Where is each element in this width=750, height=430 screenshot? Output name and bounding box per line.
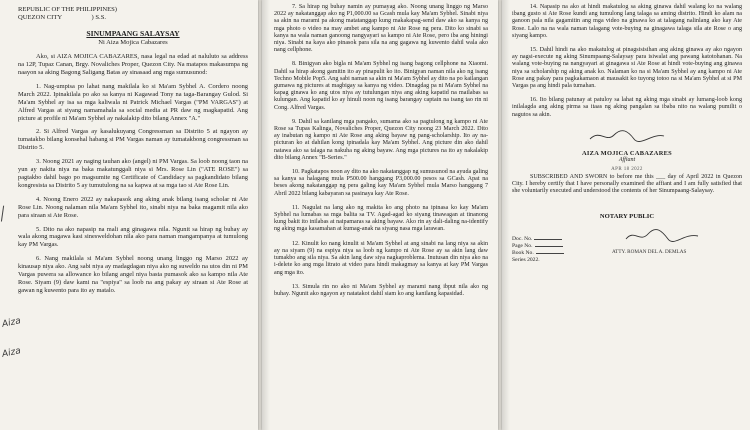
paragraph-11: 11. Nagulat na lang ako ng makita ko ang photo na ipinasa ko kay Ma'am Sybhel na lumabas sa mga balita sa TV. Agad-agad ko siyang tinawagan at tinanong kung bakit ito inilabas at naipamaras sa aking bayaw. Ako rin ay dali-daling na-identify ng aking mga kasamahan at kumag-anak na siyang nasa mga larawan. (274, 204, 488, 233)
document-page-3 (502, 0, 750, 430)
affiant-signature-icon (582, 127, 672, 145)
header-city: QUEZON CITY (18, 13, 62, 21)
document-title: SINUMPAANG SALAYSAY (86, 29, 180, 39)
paragraph-8: 8. Binigyan ako bigla ni Ma'am Sybhel ng isang bagong cellphone na Xiaomi. Dahil sa hirap akong gamitin ito ay pinapulit ko ito. Binigyan naman nila ako ng isang Techno Mobile Pop5. Ang sabi naman sa akin ni Ma'am Sybhel ay dito na po kailangan gumawa ng pictures at magbigay sa kanya ng video. Dinagdag pa ni Ma'am Sybhel na kapag ginawa ko ang utos niya ay tutulungan niya ang aking kapatid na mailabas sa kulungan. Ang kapatid ko ay hinuli noon ng isang barangay captain na isang tao rin ni Cong. Alfred Vargas. (274, 61, 488, 111)
paragraph-15: 15. Dahil hindi na ako makatulog at pinagsisisihan ang aking ginawa ay ako ngayon ay nagsi-execute ng aking Sinumpaang-Salaysay para isiwalat ang pawang katotohanan. Na walang vote-buying na nangyayari at ginagawa si Ate Rose at hindi vote-buying ang ginawa niya sa scholarship ng aking anak ko. Nalaman ko na si Ma'am Sybhel ay ang kampo ni Ate Rose ang pakay para pagkakamaon at mausakit ko tuyong totoo na si Ma'am Sybhel at si PM Vargas pa ang hindi pala tumahan. (512, 47, 742, 90)
notary-heading: NOTARY PUBLIC (599, 213, 655, 221)
paragraph-5: 5. Dito na ako napasip na mali ang ginagawa nila. Ngunit sa hirap ng buhay ay wala akong magawa kasi sinesweldohan nila ako para naman mangampanya at tumulong kay PM Vargas. (18, 225, 248, 249)
notary-name: ATTY. ROMAN DEL A. DEMLAS (612, 249, 687, 256)
margin-initials-1: Aiza (1, 316, 22, 330)
notarial-register (512, 236, 592, 264)
paragraph-13: 13. Simula rin no ako ni Ma'am Sybhel ay marami nang ibput nila ako ng buhay. Ngunit ako ngayon ay natatakot dahil siam ko ang kanilang kapasidad. (274, 283, 488, 297)
paragraph-14: 14. Napasip na ako at hindi makatulog sa aking ginawa dahil walang ko na walang ibang gusto si Ate Rose kundi ang tumulong lang talaga sa aming distrito. Hindi ko alam na ganoon pala nila gagamitin ang mga video na ginawa ko at talagang nalinlang ako kay Ate Rose. Lalo na na wala naman talagang vote-buying na ginagawa talaga sila ate Rose o ang siyang kampo. (512, 4, 742, 39)
affiant-signature-block (512, 127, 742, 163)
scan-shadow (502, 0, 510, 430)
margin-pen-mark (1, 206, 10, 223)
scan-shadow (262, 0, 270, 430)
document-page-2 (262, 0, 498, 430)
series-line: Series 2022. (512, 256, 540, 263)
date-stamp: APR 18 2022 (611, 166, 643, 172)
header-republic: REPUBLIC OF THE PHILIPPINES) (18, 6, 117, 13)
book-no-line: Book No. (512, 250, 592, 257)
doc-no-line: Doc. No. (512, 236, 592, 243)
paragraph-6: 6. Nang makilala si Ma'am Sybhel noong unang linggo ng Marso 2022 ay kinausap niya ako. Ang sabi niya ay madagdagan niya ako ng suweldo na utos din ni PM Vargas puwera sa allowance ko bilang angel niya basta pumasok ako sa kampo nila Ate Rose. Siyam (9) daw kami na "espiya" sa loob na ang pakay ay siraan si Ate Rose at gawan ng kuwento para ito ay matalo. (18, 255, 248, 294)
paragraph-2: 2. Si Alfred Vargas ay kasalukuyang Congressman sa Distrito 5 at ngayon ay tumatakbo bilang konsehal habang si PM Vargas naman ay tumatakbong congressman sa Distrito 5. (18, 128, 248, 152)
header-city-line (18, 14, 248, 22)
jurat-paragraph: SUBSCRIBED AND SWORN to before me this ___ day of April 2022 in Quezon City. I hereby certify that I have personally examined the affiant and I am fully satisfied that she voluntarily executed and understood the contents of her Sinumpaang-Salaysay. (512, 173, 742, 195)
affiant-role: Affiant (618, 156, 636, 163)
paragraph-9: 9. Dahil sa kanilang mga pangako, sumama ako sa pagtulong ng kampo ni Ate Rose sa Tupas Kalinga, Novaliches Proper, Quezon City noong 23 March 2022. Dito ay inabutan ng kampo ni Ate Rose ang aking bayaw ng pang-scholarship. Ito ay na-picturan ko at dahilan kong ipinadala kay Ma'am Sybhel. Ang picture din ako dahil natawa ako sa talaga na nakuha ng aking bayaw. Ang mga pictures na ito ay nakalakip dito bilang Annex "B-Series." (274, 118, 488, 161)
paragraph-7: 7. Sa hirap ng buhay namin ay pumayag ako. Noong unang linggo ng Marso 2022 ay nakatanggap ako ng P1,000.00 sa Gcash mula kay Ma'am Sybhel. Sinabi niya sa akin na marami pa akong matatanggap kung makakapag-send daw ako sa kanya ng mga photo o video na may ambet ang kampo ni Ate Rose ng pera. Dito ko sinabi sa kanya na wala naman ganoong nangyayari sa kampo ni Ate Rose, pero iba ang hiningi niya. Sinabi na kaya ako pinasok para sila na ang gagawa ng kuwento dahil wala ako nang cellphone. (274, 4, 488, 54)
margin-initials-2: Aiza (1, 346, 22, 360)
affiant-name: AIZA MOJICA CABAZARES (581, 149, 673, 157)
paragraph-3: 3. Noong 2021 ay naging tauhan ako (angel) ni PM Vargas. Sa loob noong taon na yun ay nakita niya na baka makatunggali niya si Mrs. Rose Lin ("ATE ROSE") sa pagtakbo dahil bago po magsumite ng Certificate of Candidacy sa pagkandidato bilang kongresista sa Distrito 5 ay tumutulong na sa kapwa at sa mga tao si Ate Rose Lin. (18, 158, 248, 189)
paragraph-10: 10. Pagkatapos noon ay dito na ako nakatanggap ng sumusunod na ayuda galing sa kanya sa halagang mula P500.00 hanggang P3,000.00 pesos sa GCash. Apat na beses akong nakatanggap ng pera galing kay Ma'am Sybhel mula Marso hanggang 7 Abril 2022 bilang kabayaran sa pasinaya kay Ate Rose. (274, 169, 488, 197)
document-subtitle: Ni Aiza Mojica Cabazares (98, 39, 168, 47)
paragraph-16: 16. Ito bilang patunay at patuloy sa lahat ng aking mga sinabi ay lumang-loob kong inilalagda ang aking pirma sa itaas ng aking pangalan sa ibaba nito na walang pumilit o nagutos sa akin. (512, 97, 742, 118)
paragraph-1: 1. Nag-umpisa po lahat nang makilala ko si Ma'am Sybhel A. Cordero noong March 2022. Ipinakilala po ako sa kanya ni Kagawad Tony na taga-Barangay Gulod. Si Ma'am Sybhel ay isa sa mga kaliwala ni Patrick Michael Vargas ("PM VARGAS") at Alfred Vargas at siyang namamahala sa social media at PR daw ng magkapatid. Ang picture at profile ni Ma'am Sybhel ay nakalakip dito bilang Annex "A." (18, 82, 248, 122)
header-ss: ) S.S. (91, 13, 107, 21)
notary-signature-icon (622, 228, 702, 244)
page-no-line: Page No. (512, 243, 592, 250)
paragraph-12: 12. Kinulit ko nang kinulit si Ma'am Sybhel at ang sinabi na lang niya sa akin ay na siyam (9) na espiya niya sa loob ng kampo ni Ate Rose ay sa akin lang daw tumakbo ang sila niya. Sa akin lang daw siya nagkaproblema. Inutusan din niya ako na i-delete ko ang mga litrato at video para hindi makagmay sa kanya at kay PM Vargas ang mga ito. (274, 240, 488, 276)
intro-paragraph: Ako, si AIZA MOJICA CABAZARES, nasa legal na edad at naluluto sa address na 12P, Tupaz Canan, Brgy. Novaliches Proper, Quezon City. Na matapos makasumpa ng naayon sa aking Bagong Saligang Batas ay sinasaad ang mga sumusunod: (18, 53, 248, 76)
paragraph-4: 4. Noong Enero 2022 ay nakapasok ang aking anak bilang isang scholar ni Ate Rose Lin. Noong nalaman nila Ma'am Sybhel ito, sinabi niya na baka magamit nila ako para siraan si Ate Rose. (18, 195, 248, 219)
document-page-1 (0, 0, 258, 430)
